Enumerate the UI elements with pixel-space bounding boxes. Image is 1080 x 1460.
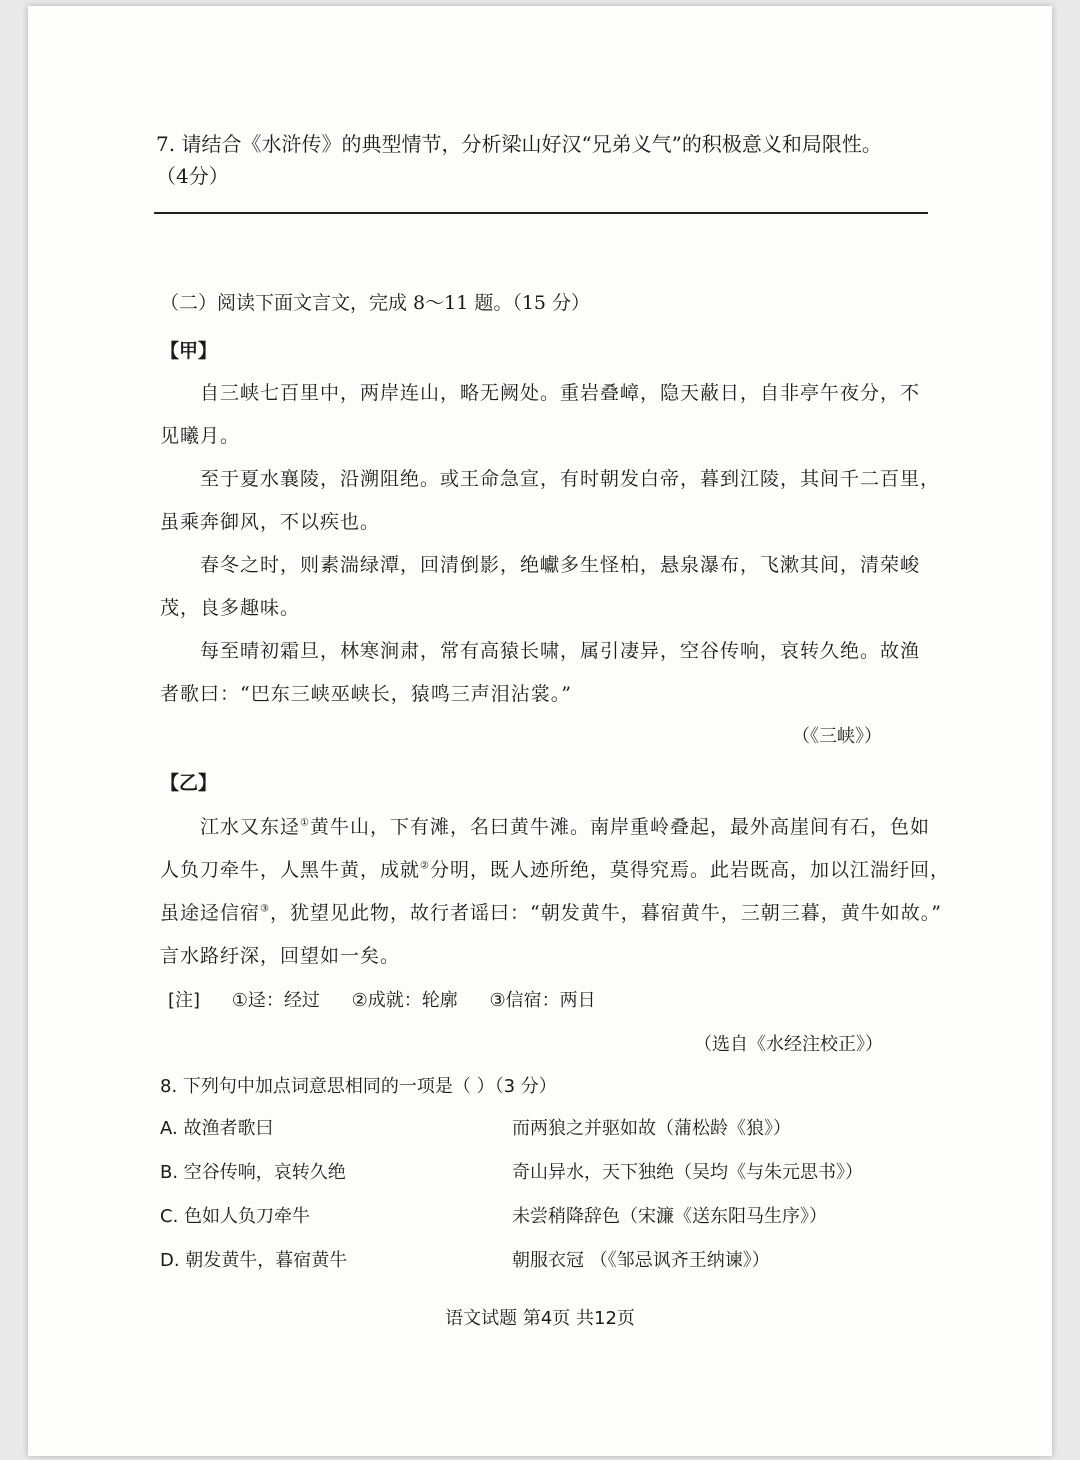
option-a-right: 而两狼之并驱如故（蒲松龄《狼》） — [512, 1118, 791, 1139]
option-c-right: 未尝稍降辞色（宋濂《送东阳马生序》） — [512, 1206, 827, 1227]
passage-yi-line — [160, 855, 950, 882]
passage-jia-line: 者歌曰：“巴东三峡巫峡长，猿鸣三声泪沾裳。” — [160, 683, 572, 705]
question-7-line2: （4分） — [156, 164, 229, 188]
question-7-line1: 7. 请结合《水浒传》的典型情节，分析梁山好汉“兄弟义气”的积极意义和局限性。 — [156, 132, 882, 156]
passage-jia-line: 每至晴初霜旦，林寒涧肃，常有高猿长啸，属引凄异，空谷传响，哀转久绝。故渔 — [200, 640, 921, 662]
note-label: [注] — [168, 990, 201, 1011]
note-1: ①迳：经过 — [231, 990, 320, 1011]
passage-jia-line: 见曦月。 — [160, 425, 241, 447]
option-d-left: D. 朝发黄牛，暮宿黄牛 — [160, 1250, 348, 1271]
passage-jia-line: 自三峡七百里中，两岸连山，略无阙处。重岩叠嶂，隐天蔽日，自非亭午夜分，不 — [200, 382, 921, 404]
note-3: ③信宿：两日 — [489, 990, 596, 1011]
footnote-mark: ① — [300, 817, 310, 829]
passage-jia-line: 茂，良多趣味。 — [160, 597, 301, 619]
passage-yi-tag: 【乙】 — [160, 772, 218, 794]
question-7 — [156, 128, 882, 192]
annotations — [168, 986, 622, 1012]
section-heading: （二）阅读下面文言文，完成 8～11 题。（15 分） — [160, 292, 591, 314]
passage-jia-source: （《三峡》） — [792, 726, 882, 747]
text: 江水又东迳 — [200, 816, 301, 838]
option-a-left: A. 故渔者歌曰 — [160, 1118, 274, 1139]
option-c-left: C. 色如人负刀牵牛 — [160, 1206, 311, 1227]
passage-yi-line — [160, 898, 942, 925]
option-d-right: 朝服衣冠 （《邹忌讽齐王纳谏》） — [512, 1250, 770, 1271]
footnote-mark: ③ — [260, 903, 270, 915]
text: 人负刀牵牛，人黑牛黄，成就 — [160, 859, 421, 881]
text: ，犹望见此物，故行者谣曰：“朝发黄牛，暮宿黄牛，三朝三暮，黄牛如故。” — [269, 902, 942, 924]
text: 黄牛山，下有滩，名曰黄牛滩。南岸重岭叠起，最外高崖间有石，色如 — [309, 816, 930, 838]
text: 虽途迳信宿 — [160, 902, 261, 924]
page-footer: 语文试题 第4页 共12页 — [445, 1308, 635, 1329]
passage-yi-source: （选自《水经注校正》） — [694, 1034, 883, 1055]
answer-line — [154, 212, 928, 214]
passage-jia-line: 春冬之时，则素湍绿潭，回清倒影，绝巘多生怪柏，悬泉瀑布，飞漱其间，清荣峻 — [200, 554, 921, 576]
note-2: ②成就：轮廓 — [351, 990, 458, 1011]
text: 分明，既人迹所绝，莫得究焉。此岩既高，加以江湍纡回， — [429, 859, 950, 881]
passage-yi-line: 言水路纡深，回望如一矣。 — [160, 945, 401, 967]
passage-yi-line — [200, 812, 930, 839]
option-b-right: 奇山异水，天下独绝（吴均《与朱元思书》） — [512, 1162, 863, 1183]
question-8-stem: 8. 下列句中加点词意思相同的一项是（ ）（3 分） — [160, 1076, 557, 1097]
exam-page — [28, 6, 1052, 1456]
passage-jia-line: 至于夏水襄陵，沿溯阻绝。或王命急宣，有时朝发白帝，暮到江陵，其间千二百里， — [200, 468, 941, 490]
passage-jia-line: 虽乘奔御风，不以疾也。 — [160, 511, 381, 533]
footnote-mark: ② — [420, 860, 430, 872]
option-b-left: B. 空谷传响，哀转久绝 — [160, 1162, 346, 1183]
passage-jia-tag: 【甲】 — [160, 340, 218, 362]
